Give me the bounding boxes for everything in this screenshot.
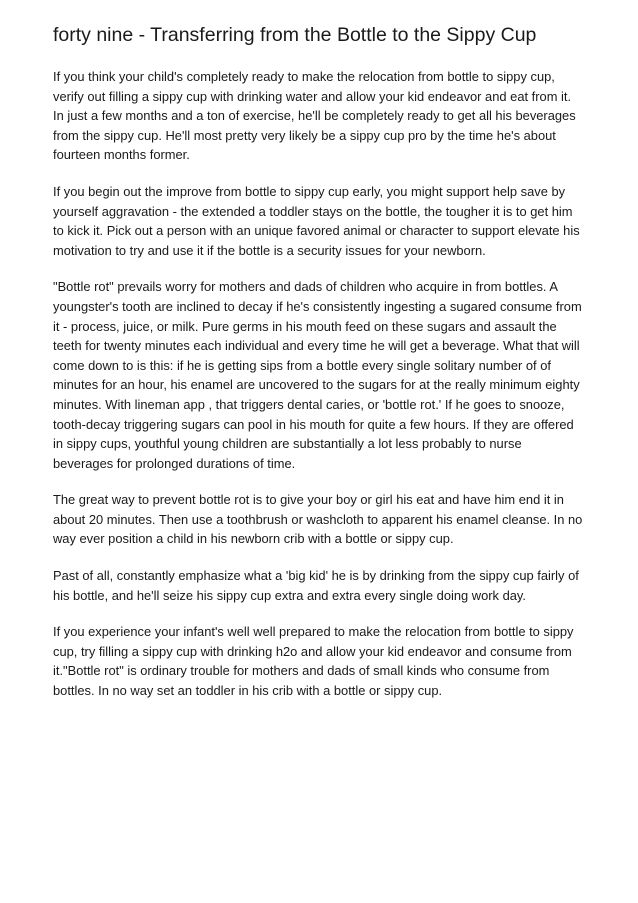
text-line: way ever position a child in his newborn crib with a bottle or sippy cup. — [53, 531, 454, 547]
text-line: motivation to try and use it if the bottle is a security issues for your newborn. — [53, 242, 486, 258]
text-line: fourteen months former. — [53, 147, 190, 163]
text-line: The great way to prevent bottle rot is to give your boy or girl his eat and have him end it in — [53, 492, 564, 508]
text-line: about 20 minutes. Then use a toothbrush or washcloth to apparent his enamel cleanse. In no — [53, 511, 583, 527]
text-line: If you experience your infant's well well prepared to make the relocation from bottle to sippy — [53, 624, 574, 640]
text-line: youngster's tooth are inclined to decay if he's consistently ingesting a sugared consume from — [53, 298, 582, 314]
text-line: teeth for twenty minutes each individual and every time he will get a beverage. What that will — [53, 338, 580, 354]
text-line: to kick it. Pick out a person with an unique favored animal or character to support elevate his — [53, 223, 580, 239]
document-body — [53, 67, 593, 701]
text-line: in sippy cups, youthful young children are substantially a lot less probably to nurse — [53, 436, 522, 452]
text-line: come down to is this: if he is getting sips from a bottle every single solitary number of of — [53, 357, 551, 373]
text-line: beverages for prolonged durations of time. — [53, 455, 296, 471]
paragraph — [53, 622, 593, 700]
text-line: In just a few months and a ton of exercise, he'll be completely ready to get all his beverages — [53, 108, 576, 124]
paragraph — [53, 277, 593, 473]
text-line: yourself aggravation - the extended a toddler stays on the bottle, the tougher it is to get him — [53, 203, 573, 219]
text-line: from the sippy cup. He'll most pretty very likely be a sippy cup pro by the time he's about — [53, 127, 556, 143]
paragraph — [53, 67, 593, 165]
text-line: it - process, juice, or milk. Pure germs in his mouth feed on these sugars and assault the — [53, 318, 557, 334]
text-line: minutes for an hour, his enamel are uncovered to the sugars for at the really minimum eighty — [53, 377, 580, 393]
text-line: bottles. In no way set an toddler in his crib with a bottle or sippy cup. — [53, 683, 443, 699]
text-line: Past of all, constantly emphasize what a 'big kid' he is by drinking from the sippy cup fairly of — [53, 568, 579, 584]
paragraph — [53, 566, 593, 605]
paragraph — [53, 182, 593, 260]
text-line: his bottle, and he'll seize his sippy cup extra and extra every single doing work day. — [53, 587, 526, 603]
text-line: cup, try filling a sippy cup with drinking h2o and allow your kid endeavor and consume from — [53, 643, 572, 659]
text-line: "Bottle rot" prevails worry for mothers and dads of children who acquire in from bottles. A — [53, 279, 558, 295]
text-line: If you begin out the improve from bottle to sippy cup early, you might support help save by — [53, 183, 566, 199]
document-page — [53, 22, 593, 718]
text-line: If you think your child's completely ready to make the relocation from bottle to sippy cup, — [53, 69, 555, 84]
text-line: tooth-decay triggering sugars can pool in his mouth for quite a few hours. If they are offered — [53, 416, 574, 432]
text-line: it."Bottle rot" is ordinary trouble for mothers and dads of small kinds who consume from — [53, 663, 550, 679]
document-title: forty nine - Transferring from the Bottle to the Sippy Cup — [53, 24, 537, 46]
text-line: verify out filling a sippy cup with drinking water and allow your kid endeavor and eat from it. — [53, 88, 572, 104]
paragraph — [53, 490, 593, 549]
text-line: minutes. With lineman app , that triggers dental caries, or 'bottle rot.' If he goes to snooze, — [53, 396, 565, 412]
